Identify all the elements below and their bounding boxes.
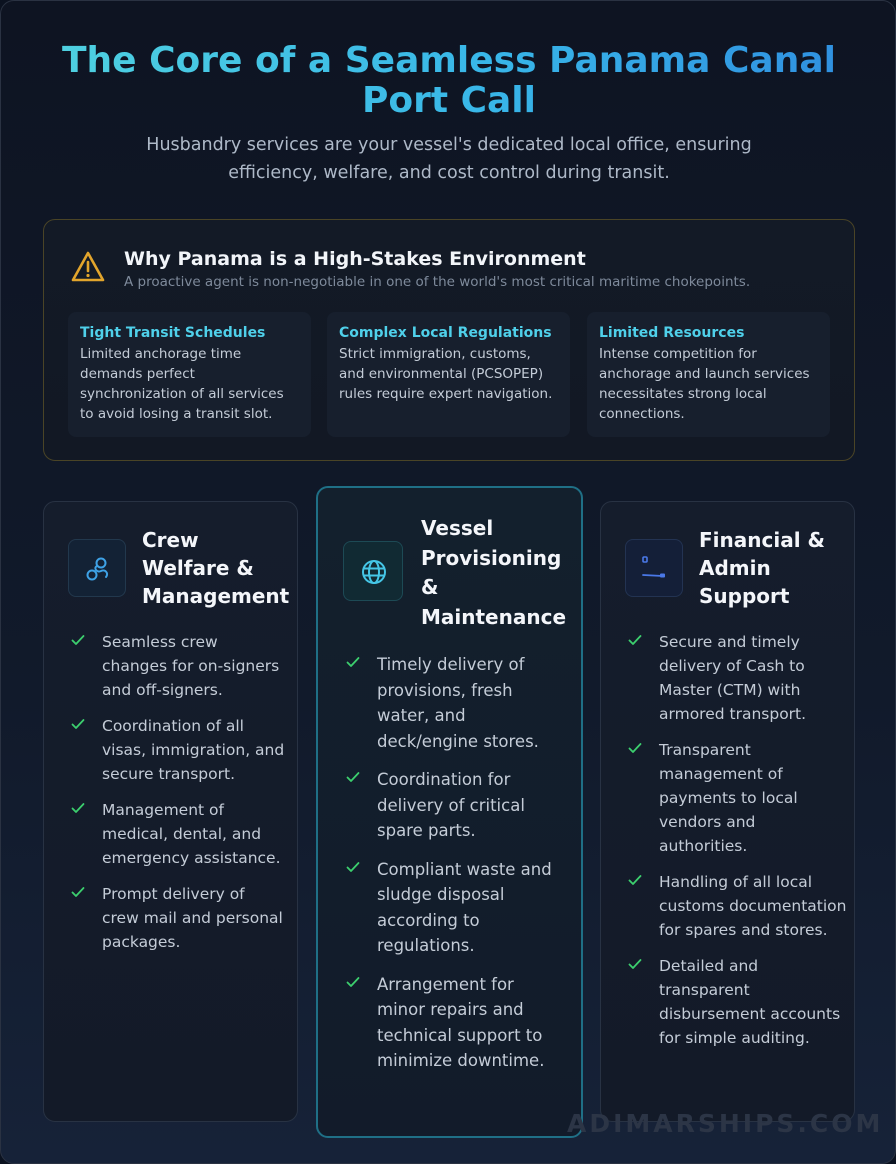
- stakes-box-title: Complex Local Regulations: [339, 325, 552, 341]
- stakes-box-transit: [68, 312, 311, 437]
- list-item: [627, 738, 847, 858]
- card-title: Financial & Admin Support: [699, 528, 825, 608]
- card-crew-welfare: [43, 501, 298, 1122]
- list-item: [627, 954, 847, 1050]
- check-icon: [345, 654, 361, 670]
- list-item: [627, 870, 847, 942]
- list-item: [70, 798, 285, 870]
- check-icon: [627, 740, 643, 756]
- stakes-box-regulations: [327, 312, 570, 437]
- item-text: Arrangement for minor repairs and technical support to minimize downtime.: [377, 974, 545, 1070]
- stakes-title: Why Panama is a High-Stakes Environment: [124, 248, 586, 270]
- item-text: Timely delivery of provisions, fresh water, and deck/engine stores.: [377, 655, 539, 751]
- list-item: [70, 630, 285, 702]
- item-text: Compliant waste and sludge disposal according to regulations.: [377, 859, 552, 955]
- stakes-box-text: Intense competition for anchorage and launch services necessitates strong local connections.: [599, 346, 810, 422]
- item-text: Detailed and transparent disbursement accounts for simple auditing.: [659, 957, 841, 1047]
- item-text: Transparent management of payments to local vendors and authorities.: [659, 741, 798, 855]
- stakes-subtitle: A proactive agent is non-negotiable in one of the world's most critical maritime chokepoints.: [124, 274, 751, 290]
- card-financial-admin: [600, 501, 855, 1122]
- check-icon: [70, 632, 86, 648]
- stakes-box-text: Limited anchorage time demands perfect synchronization of all services to avoid losing a transit slot.: [80, 346, 284, 422]
- list-item: [70, 714, 285, 786]
- check-icon: [70, 800, 86, 816]
- finance-icon: [625, 539, 683, 597]
- check-icon: [345, 974, 361, 990]
- list-item: [345, 857, 565, 959]
- check-icon: [345, 769, 361, 785]
- item-text: Secure and timely delivery of Cash to Master (CTM) with armored transport.: [659, 633, 807, 723]
- globe-icon: [343, 541, 403, 601]
- item-text: Management of medical, dental, and emergency assistance.: [102, 801, 281, 867]
- check-icon: [70, 716, 86, 732]
- page-subtitle: Husbandry services are your vessel's dedicated local office, ensuring efficiency, welfare, and cost control during transit.: [146, 135, 752, 183]
- list-item: [345, 767, 565, 844]
- check-icon: [627, 956, 643, 972]
- card-title: Crew Welfare & Management: [142, 528, 290, 608]
- warning-triangle-icon: [70, 250, 106, 284]
- list-item: [70, 882, 285, 954]
- list-item: [345, 652, 565, 754]
- item-text: Coordination of all visas, immigration, and secure transport.: [102, 717, 285, 783]
- item-text: Coordination for delivery of critical spare parts.: [377, 770, 525, 840]
- crew-link-icon: [68, 539, 126, 597]
- check-icon: [70, 884, 86, 900]
- stakes-box-resources: [587, 312, 830, 437]
- crew-items-list: [70, 630, 285, 954]
- item-text: Handling of all local customs documentation for spares and stores.: [659, 873, 847, 939]
- page-title: The Core of a Seamless Panama Canal Port Call: [41, 41, 857, 121]
- stakes-box-text: Strict immigration, customs, and environmental (PCSOPEP) rules require expert navigation.: [339, 346, 553, 402]
- list-item: [345, 972, 565, 1074]
- watermark: ADIMARSHIPS.COM: [567, 1109, 884, 1138]
- financial-items-list: [627, 630, 847, 1050]
- list-item: [627, 630, 847, 726]
- item-text: Seamless crew changes for on-signers and off-signers.: [102, 633, 280, 699]
- stakes-box-title: Limited Resources: [599, 325, 745, 341]
- check-icon: [345, 859, 361, 875]
- card-title: Vessel Provisioning & Maintenance: [421, 516, 567, 629]
- vessel-items-list: [345, 652, 565, 1074]
- item-text: Prompt delivery of crew mail and personal packages.: [102, 885, 283, 951]
- stakes-box-title: Tight Transit Schedules: [80, 325, 266, 341]
- check-icon: [627, 872, 643, 888]
- check-icon: [627, 632, 643, 648]
- card-vessel-provisioning: [316, 486, 583, 1138]
- high-stakes-panel: [43, 219, 855, 461]
